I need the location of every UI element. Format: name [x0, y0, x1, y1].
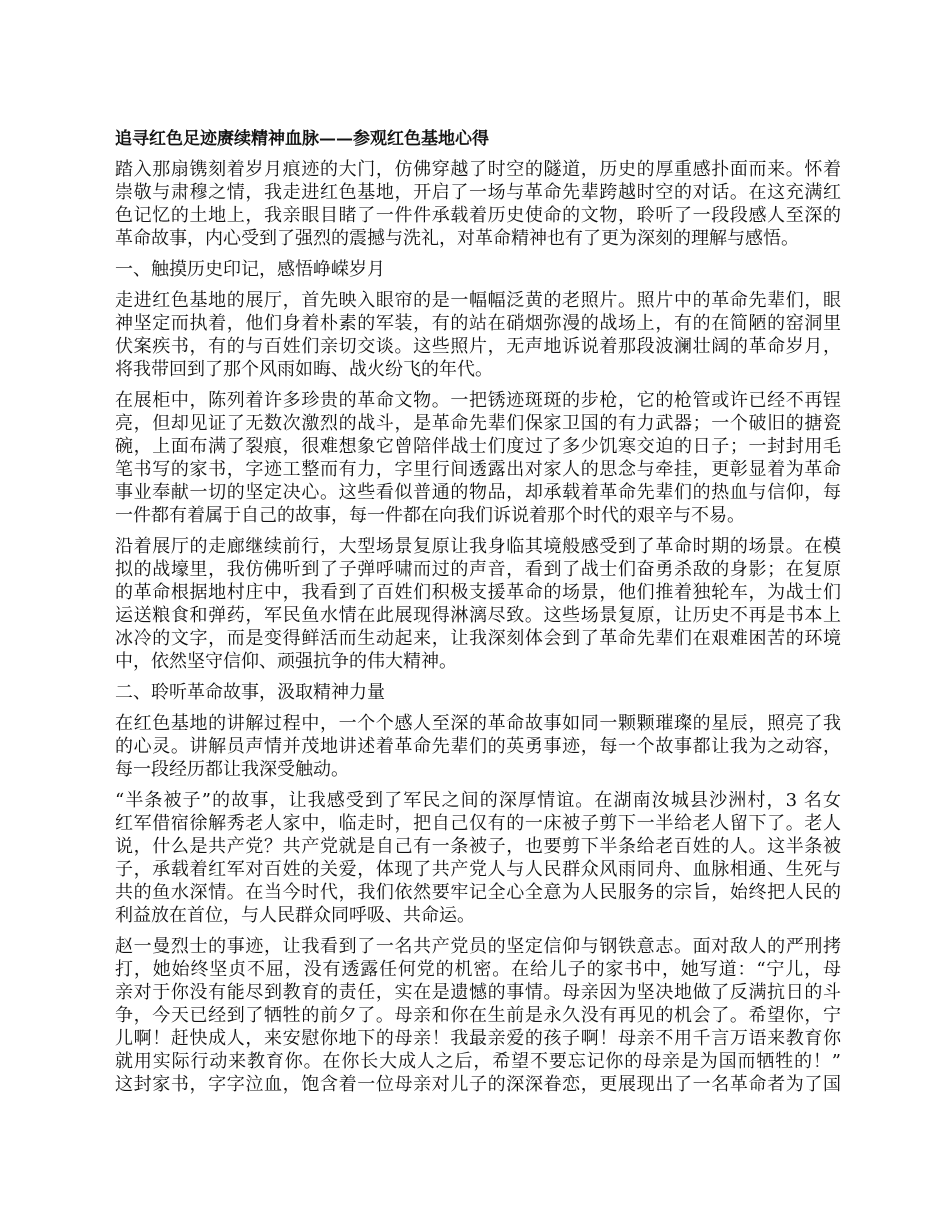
text-line: 的心灵。讲解员声情并茂地讲述着革命先辈们的英勇事迹，每一个故事都让我为之动容，: [115, 736, 841, 757]
text-line: 沿着展厅的走廊继续前行，大型场景复原让我身临其境般感受到了革命时期的场景。在模: [115, 536, 841, 557]
section-heading: [115, 258, 841, 281]
text-line: 这封家书，字字泣血，饱含着一位母亲对儿子的深深眷恋，更展现出了一名革命者为了国: [115, 1074, 841, 1095]
text-line: 的革命根据地村庄中，我看到了百姓们积极支援革命的场景，他们推着独轮车，为战士们: [115, 582, 841, 603]
text-line: 子，承载着红军对百姓的关爱，体现了共产党人与人民群众风雨同舟、血脉相通、生死与: [115, 859, 841, 880]
text-line: 走进红色基地的展厅，首先映入眼帘的是一幅幅泛黄的老照片。照片中的革命先辈们，眼: [115, 290, 841, 311]
text-line: 色记忆的土地上，我亲眼目睹了一件件承载着历史使命的文物，聆听了一段段感人至深的: [115, 205, 841, 226]
text-line: 打，她始终坚贞不屈，没有透露任何党的机密。在给儿子的家书中，她写道：“宁儿，母: [115, 959, 841, 980]
text-line: 利益放在首位，与人民群众同呼吸、共命运。: [115, 905, 475, 926]
paragraph: [115, 712, 841, 781]
text-line: 每一段经历都让我深受触动。: [115, 759, 349, 780]
text-line: 亮，但却见证了无数次激烈的战斗，是革命先辈们保家卫国的有力武器；一个破旧的搪瓷: [115, 413, 841, 434]
paragraph: [115, 389, 841, 527]
text-line: 二、聆听革命故事，汲取精神力量: [115, 682, 385, 703]
text-line: 伏案疾书，有的与百姓们亲切交谈。这些照片，无声地诉说着那段波澜壮阔的革命岁月，: [115, 336, 841, 357]
text-line: 运送粮食和弹药，军民鱼水情在此展现得淋漓尽致。这些场景复原，让历史不再是书本上: [115, 605, 841, 626]
text-line: 赵一曼烈士的事迹，让我看到了一名共产党员的坚定信仰与钢铁意志。面对敌人的严刑拷: [115, 936, 841, 957]
text-line: 一、触摸历史印记，感悟峥嵘岁月: [115, 259, 385, 280]
text-line: 将我带回到了那个风雨如晦、战火纷飞的年代。: [115, 359, 493, 380]
text-line: 争，今天已经到了牺牲的前夕了。母亲和你在生前是永久没有再见的机会了。希望你，宁: [115, 1005, 841, 1026]
document-title: 追寻红色足迹赓续精神血脉——参观红色基地心得: [115, 129, 489, 149]
text-line: 神坚定而执着，他们身着朴素的军装，有的站在硝烟弥漫的战场上，有的在简陋的窑洞里: [115, 313, 841, 334]
text-line: 踏入那扇镌刻着岁月痕迹的大门，仿佛穿越了时空的隧道，历史的厚重感扑面而来。怀着: [115, 159, 841, 180]
text-line: 拟的战壕里，我仿佛听到了子弹呼啸而过的声音，看到了战士们奋勇杀敌的身影；在复原: [115, 559, 841, 580]
text-line: 儿啊！赶快成人，来安慰你地下的母亲！我最亲爱的孩子啊！母亲不用千言万语来教育你: [115, 1028, 841, 1049]
text-line: 红军借宿徐解秀老人家中，临走时，把自己仅有的一床被子剪下一半给老人留下了。老人: [115, 813, 841, 834]
paragraph: [115, 789, 841, 927]
section-heading: [115, 681, 841, 704]
text-line: “半条被子”的故事，让我感受到了军民之间的深厚情谊。在湖南汝城县沙洲村，3 名女: [115, 790, 841, 811]
text-line: 共的鱼水深情。在当今时代，我们依然要牢记全心全意为人民服务的宗旨，始终把人民的: [115, 882, 841, 903]
text-line: 说，什么是共产党？共产党就是自己有一条被子，也要剪下半条给老百姓的人。这半条被: [115, 836, 841, 857]
text-line: 一件都有着属于自己的故事，每一件都在向我们诉说着那个时代的艰辛与不易。: [115, 505, 745, 526]
text-line: 笔书写的家书，字迹工整而有力，字里行间透露出对家人的思念与牵挂，更彰显着为革命: [115, 459, 841, 480]
paragraph: [115, 289, 841, 381]
text-line: 冰冷的文字，而是变得鲜活而生动起来，让我深刻体会到了革命先辈们在艰难困苦的环境: [115, 628, 841, 649]
text-line: 亲对于你没有能尽到教育的责任，实在是遗憾的事情。母亲因为坚决地做了反满抗日的斗: [115, 982, 841, 1003]
text-line: 就用实际行动来教育你。在你长大成人之后，希望不要忘记你的母亲是为国而牺牲的！”: [115, 1051, 841, 1072]
text-line: 革命故事，内心受到了强烈的震撼与洗礼，对革命精神也有了更为深刻的理解与感悟。: [115, 228, 799, 249]
text-line: 事业奉献一切的坚定决心。这些看似普通的物品，却承载着革命先辈们的热血与信仰，每: [115, 482, 841, 503]
document-body: [115, 158, 841, 1096]
text-line: 中，依然坚守信仰、顽强抗争的伟大精神。: [115, 651, 457, 672]
paragraph: [115, 535, 841, 673]
paragraph: [115, 935, 841, 1096]
document-page: [115, 128, 841, 1104]
paragraph: [115, 158, 841, 250]
text-line: 在展柜中，陈列着许多珍贵的革命文物。一把锈迹斑斑的步枪，它的枪管或许已经不再锃: [115, 390, 841, 411]
text-line: 碗，上面布满了裂痕，很难想象它曾陪伴战士们度过了多少饥寒交迫的日子；一封封用毛: [115, 436, 841, 457]
text-line: 在红色基地的讲解过程中，一个个感人至深的革命故事如同一颗颗璀璨的星辰，照亮了我: [115, 713, 841, 734]
text-line: 崇敬与肃穆之情，我走进红色基地，开启了一场与革命先辈跨越时空的对话。在这充满红: [115, 182, 841, 203]
